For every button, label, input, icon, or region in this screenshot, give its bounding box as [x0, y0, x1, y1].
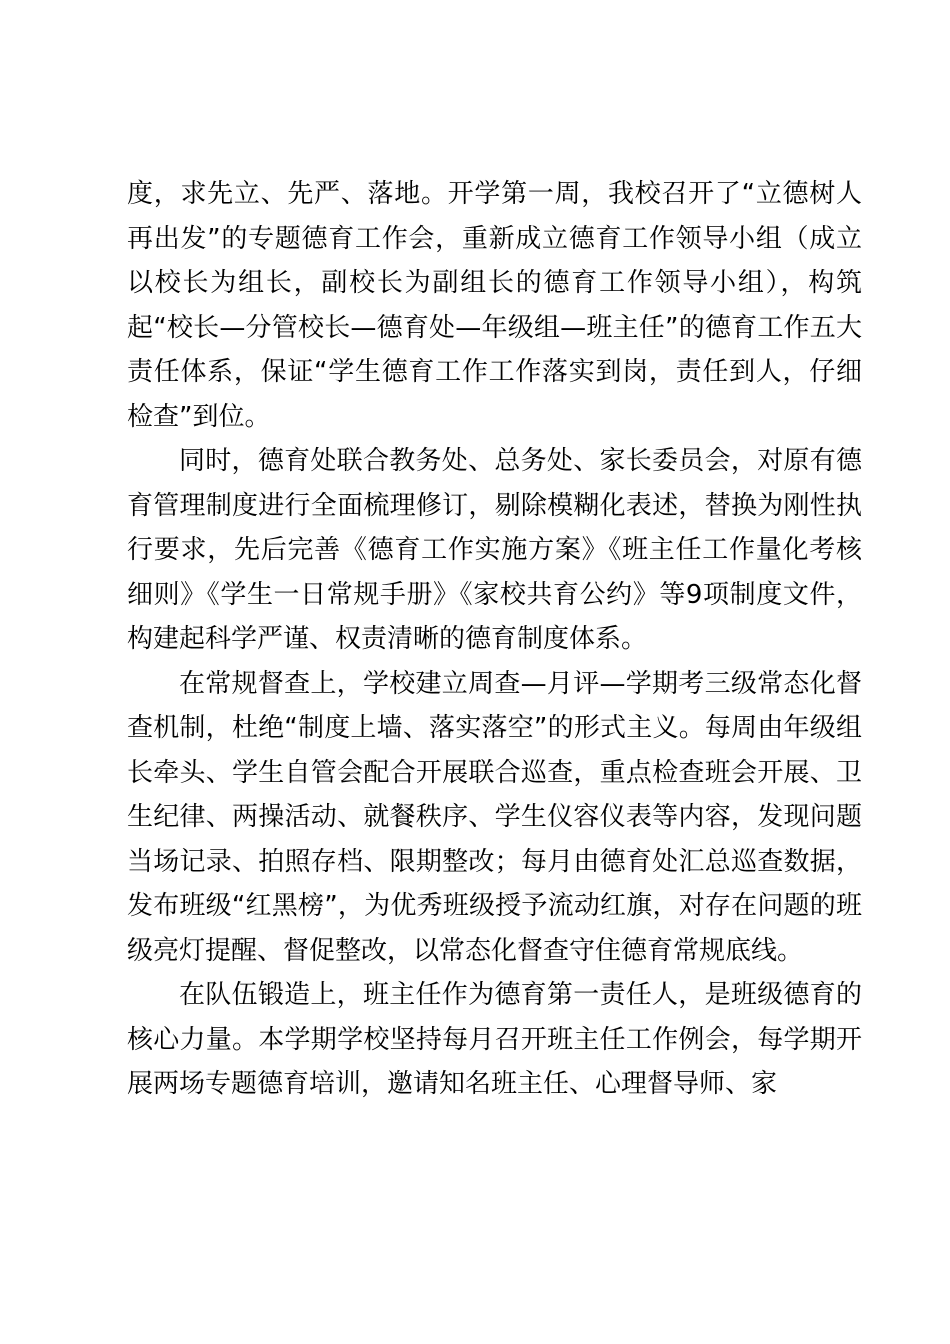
paragraph-routine-inspection: 在常规督查上，学校建立周查—月评—学期考三级常态化督查机制，杜绝“制度上墙、落实落空”的形式主义。每周由年级组长牵头、学生自管会配合开展联合巡查，重点检查班会开展、卫生纪律、两操活动、就餐秩序、学生仪容仪表等内容，发现问题当场记录、拍照存档、限期整改；每月由德育处汇总巡查数据，发布班级“红黑榜”，为优秀班级授予流动红旗，对存在问题的班级亮灯提醒、督促整改，以常态化督查守住德育常规底线。 [127, 668, 862, 966]
paragraph-continuation: 度，求先立、先严、落地。开学第一周，我校召开了“立德树人再出发”的专题德育工作会，重新成立德育工作领导小组（成立以校长为组长，副校长为副组长的德育工作领导小组），构筑起“校长—分管校长—德育处—年级组—班主任”的德育工作五大责任体系，保证“学生德育工作工作落实到岗，责任到人，仔细检查”到位。 [127, 179, 862, 432]
paragraph-team-building: 在队伍锻造上，班主任作为德育第一责任人，是班级德育的核心力量。本学期学校坚持每月召开班主任工作例会，每学期开展两场专题德育培训，邀请知名班主任、心理督导师、家 [127, 980, 862, 1099]
document-body [127, 172, 862, 1107]
paragraph-system-revision: 同时，德育处联合教务处、总务处、家长委员会，对原有德育管理制度进行全面梳理修订，剔除模糊化表述，替换为刚性执行要求，先后完善《德育工作实施方案》《班主任工作量化考核细则》《学生一日常规手册》《家校共育公约》等9项制度文件，构建起科学严谨、权责清晰的德育制度体系。 [127, 446, 862, 654]
